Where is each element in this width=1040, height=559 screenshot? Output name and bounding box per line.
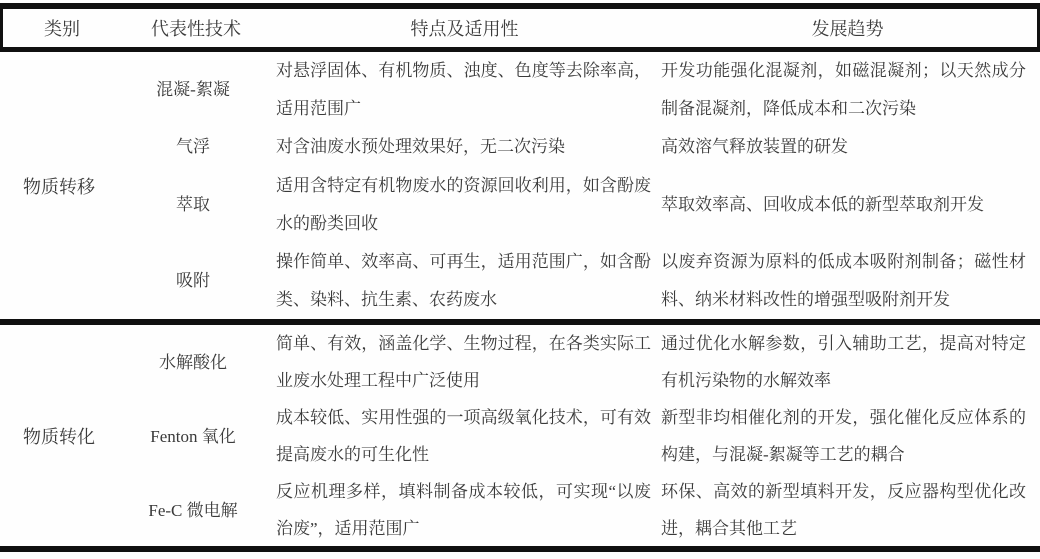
header-trend: 发展趋势: [811, 19, 884, 39]
table-row-fenton: [118, 399, 1040, 473]
section-mass-transfer: [0, 52, 1040, 319]
trend-cell: [655, 473, 1040, 547]
features-cell: [268, 325, 655, 399]
features-text: 成本较低、实用性强的一项高级氧化技术，可有效提高废水的可生化性: [276, 408, 651, 464]
table-header-row: [0, 3, 1040, 52]
table-row-adsorption: [118, 243, 1040, 319]
section-rows: [118, 325, 1040, 546]
section-rows: [118, 52, 1040, 319]
trend-cell: [655, 399, 1040, 473]
category-label-mass-transformation: 物质转化: [23, 426, 95, 447]
table-row-air-flotation: [118, 128, 1040, 166]
features-cell: [268, 167, 655, 243]
table-row-hydrolysis: [118, 325, 1040, 399]
tech-name: 水解酸化: [159, 352, 227, 372]
table-row-fe-c-microelectrolysis: [118, 473, 1040, 547]
trend-cell: [655, 52, 1040, 128]
category-label-mass-transfer: 物质转移: [23, 176, 95, 197]
features-text: 操作简单、效率高、可再生，适用范围广，如含酚类、染料、抗生素、农药废水: [276, 251, 651, 309]
trend-text: 通过优化水解参数，引入辅助工艺，提高对特定有机污染物的水解效率: [661, 334, 1026, 390]
trend-cell: [655, 325, 1040, 399]
section-mass-transformation: [0, 325, 1040, 546]
header-features: 特点及适用性: [410, 19, 519, 39]
features-cell: [268, 128, 655, 166]
trend-cell: [655, 167, 1040, 243]
tech-name: Fe-C 微电解: [148, 500, 238, 520]
table-row-extraction: [118, 167, 1040, 243]
trend-text: 以废弃资源为原料的低成本吸附剂制备；磁性材料、纳米材料改性的增强型吸附剂开发: [661, 251, 1026, 309]
features-text: 反应机理多样，填料制备成本较低，可实现“以废治废”，适用范围广: [276, 482, 651, 538]
features-cell: [268, 399, 655, 473]
trend-cell: [655, 128, 1040, 166]
features-text: 适用含特定有机物废水的资源回收利用，如含酚废水的酚类回收: [276, 175, 651, 233]
trend-text: 环保、高效的新型填料开发，反应器构型优化改进，耦合其他工艺: [661, 482, 1026, 538]
features-text: 对悬浮固体、有机物质、浊度、色度等去除率高，适用范围广: [276, 61, 651, 119]
features-cell: [268, 473, 655, 547]
features-text: 简单、有效，涵盖化学、生物过程，在各类实际工业废水处理工程中广泛使用: [276, 334, 651, 390]
features-cell: [268, 52, 655, 128]
trend-text: 开发功能强化混凝剂，如磁混凝剂；以天然成分制备混凝剂，降低成本和二次污染: [661, 61, 1026, 119]
tech-name: 萃取: [176, 194, 210, 214]
tech-name: 吸附: [176, 270, 210, 290]
tech-name: 混凝-絮凝: [156, 80, 230, 100]
header-category: 类别: [44, 19, 80, 39]
header-tech: 代表性技术: [151, 19, 241, 39]
tech-name: Fenton 氧化: [150, 426, 236, 446]
trend-text: 萃取效率高、回收成本低的新型萃取剂开发: [661, 194, 984, 214]
tech-name: 气浮: [176, 137, 210, 157]
trend-text: 高效溶气释放装置的研发: [661, 137, 848, 157]
table-row-coagulation: [118, 52, 1040, 128]
features-text: 对含油废水预处理效果好，无二次污染: [276, 137, 565, 157]
trend-cell: [655, 243, 1040, 319]
trend-text: 新型非均相催化剂的开发，强化催化反应体系的构建，与混凝-絮凝等工艺的耦合: [661, 408, 1026, 464]
features-cell: [268, 243, 655, 319]
